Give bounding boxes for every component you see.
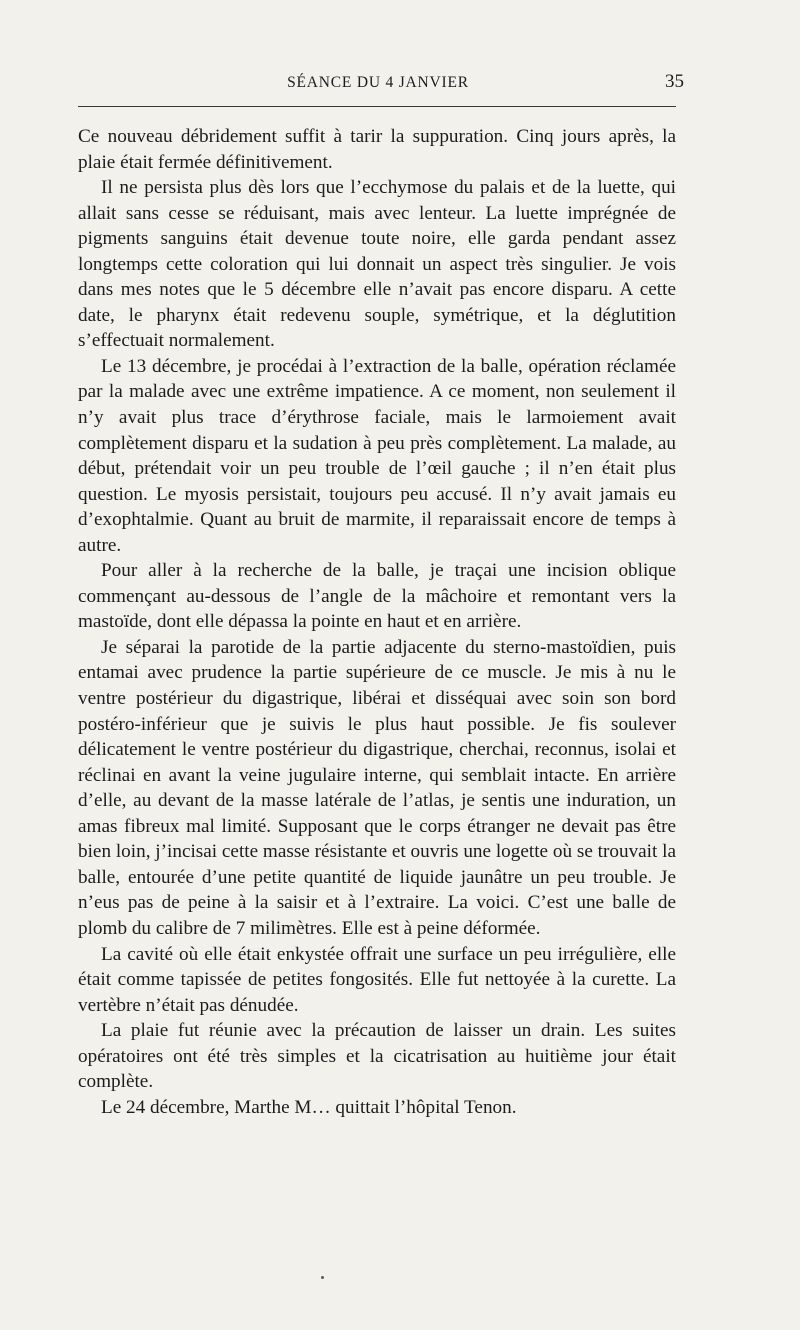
- paragraph-5: Je séparai la parotide de la partie adjacente du sterno-mastoïdien, puis entamai avec prudence la partie supérieure de ce muscle. Je mis à nu le ventre postérieur du digastrique, libérai et disséquai avec soin son bord postéro-inférieur que je suivis le plus haut possible. Je fis soulever délicatement le ventre postérieur du digastrique, cherchai, reconnus, isolai et réclinai en avant la veine jugulaire interne, qui semblait intacte. En arrière d’elle, au devant de la masse latérale de l’atlas, je sentis une induration, un amas fibreux mal limité. Supposant que le corps étranger ne devait pas être bien loin, j’incisai cette masse résistante et ouvris une logette où se trouvait la balle, entourée d’une petite quantité de liquide jaunâtre un peu trouble. Je n’eus pas de peine à la saisir et à l’extraire. La voici. C’est une balle de plomb du calibre de 7 milimètres. Elle est à peine déformée.: [78, 636, 676, 939]
- paragraph-2: Il ne persista plus dès lors que l’ecchymose du palais et de la luette, qui allait sans cesse se réduisant, mais avec lenteur. La luette imprégnée de pigments sanguins était devenue toute noire, elle garda pendant assez longtemps cette coloration qui lui donnait un aspect très singulier. Je vois dans mes notes que le 5 décembre elle n’avait pas encore disparu. A cette date, le pharynx était redevenu souple, symétrique, et la déglutition s’effectuait normalement.: [78, 177, 676, 352]
- paragraph-6: La cavité où elle était enkystée offrait une surface un peu irrégulière, elle était comme tapissée de petites fongosités. Elle fut nettoyée à la curette. La vertèbre n’était pas dénudée.: [78, 943, 676, 1016]
- paragraph-4: Pour aller à la recherche de la balle, je traçai une incision oblique commençant au-dessous de l’angle de la mâchoire et remontant vers la mastoïde, dont elle dépassa la pointe en haut et en arrière.: [78, 560, 676, 633]
- paragraph-1: Ce nouveau débridement suffit à tarir la suppuration. Cinq jours après, la plaie était fermée définitivement.: [78, 126, 676, 173]
- header-rule: [78, 106, 676, 107]
- print-speck: [321, 1276, 324, 1279]
- paragraph-3: Le 13 décembre, je procédai à l’extraction de la balle, opération réclamée par la malade avec une extrême impatience. A ce moment, non seulement il n’y avait plus trace d’érythrose faciale, mais le larmoiement avait complètement disparu et la sudation à peu près complètement. La malade, au début, prétendait voir un peu trouble de l’œil gauche ; il n’en était plus question. Le myosis persistait, toujours peu accusé. Il n’y avait jamais eu d’exophtalmie. Quant au bruit de marmite, il reparaissait encore de temps à autre.: [78, 355, 676, 556]
- running-head: [78, 71, 684, 96]
- body-text: [78, 124, 676, 1120]
- running-title: SÉANCE DU 4 JANVIER: [287, 74, 469, 91]
- paragraph-7: La plaie fut réunie avec la précaution de laisser un drain. Les suites opératoires ont été très simples et la cicatrisation au huitième jour était complète.: [78, 1020, 676, 1093]
- paragraph-8: Le 24 décembre, Marthe M… quittait l’hôpital Tenon.: [101, 1096, 517, 1118]
- page-number: 35: [665, 71, 684, 92]
